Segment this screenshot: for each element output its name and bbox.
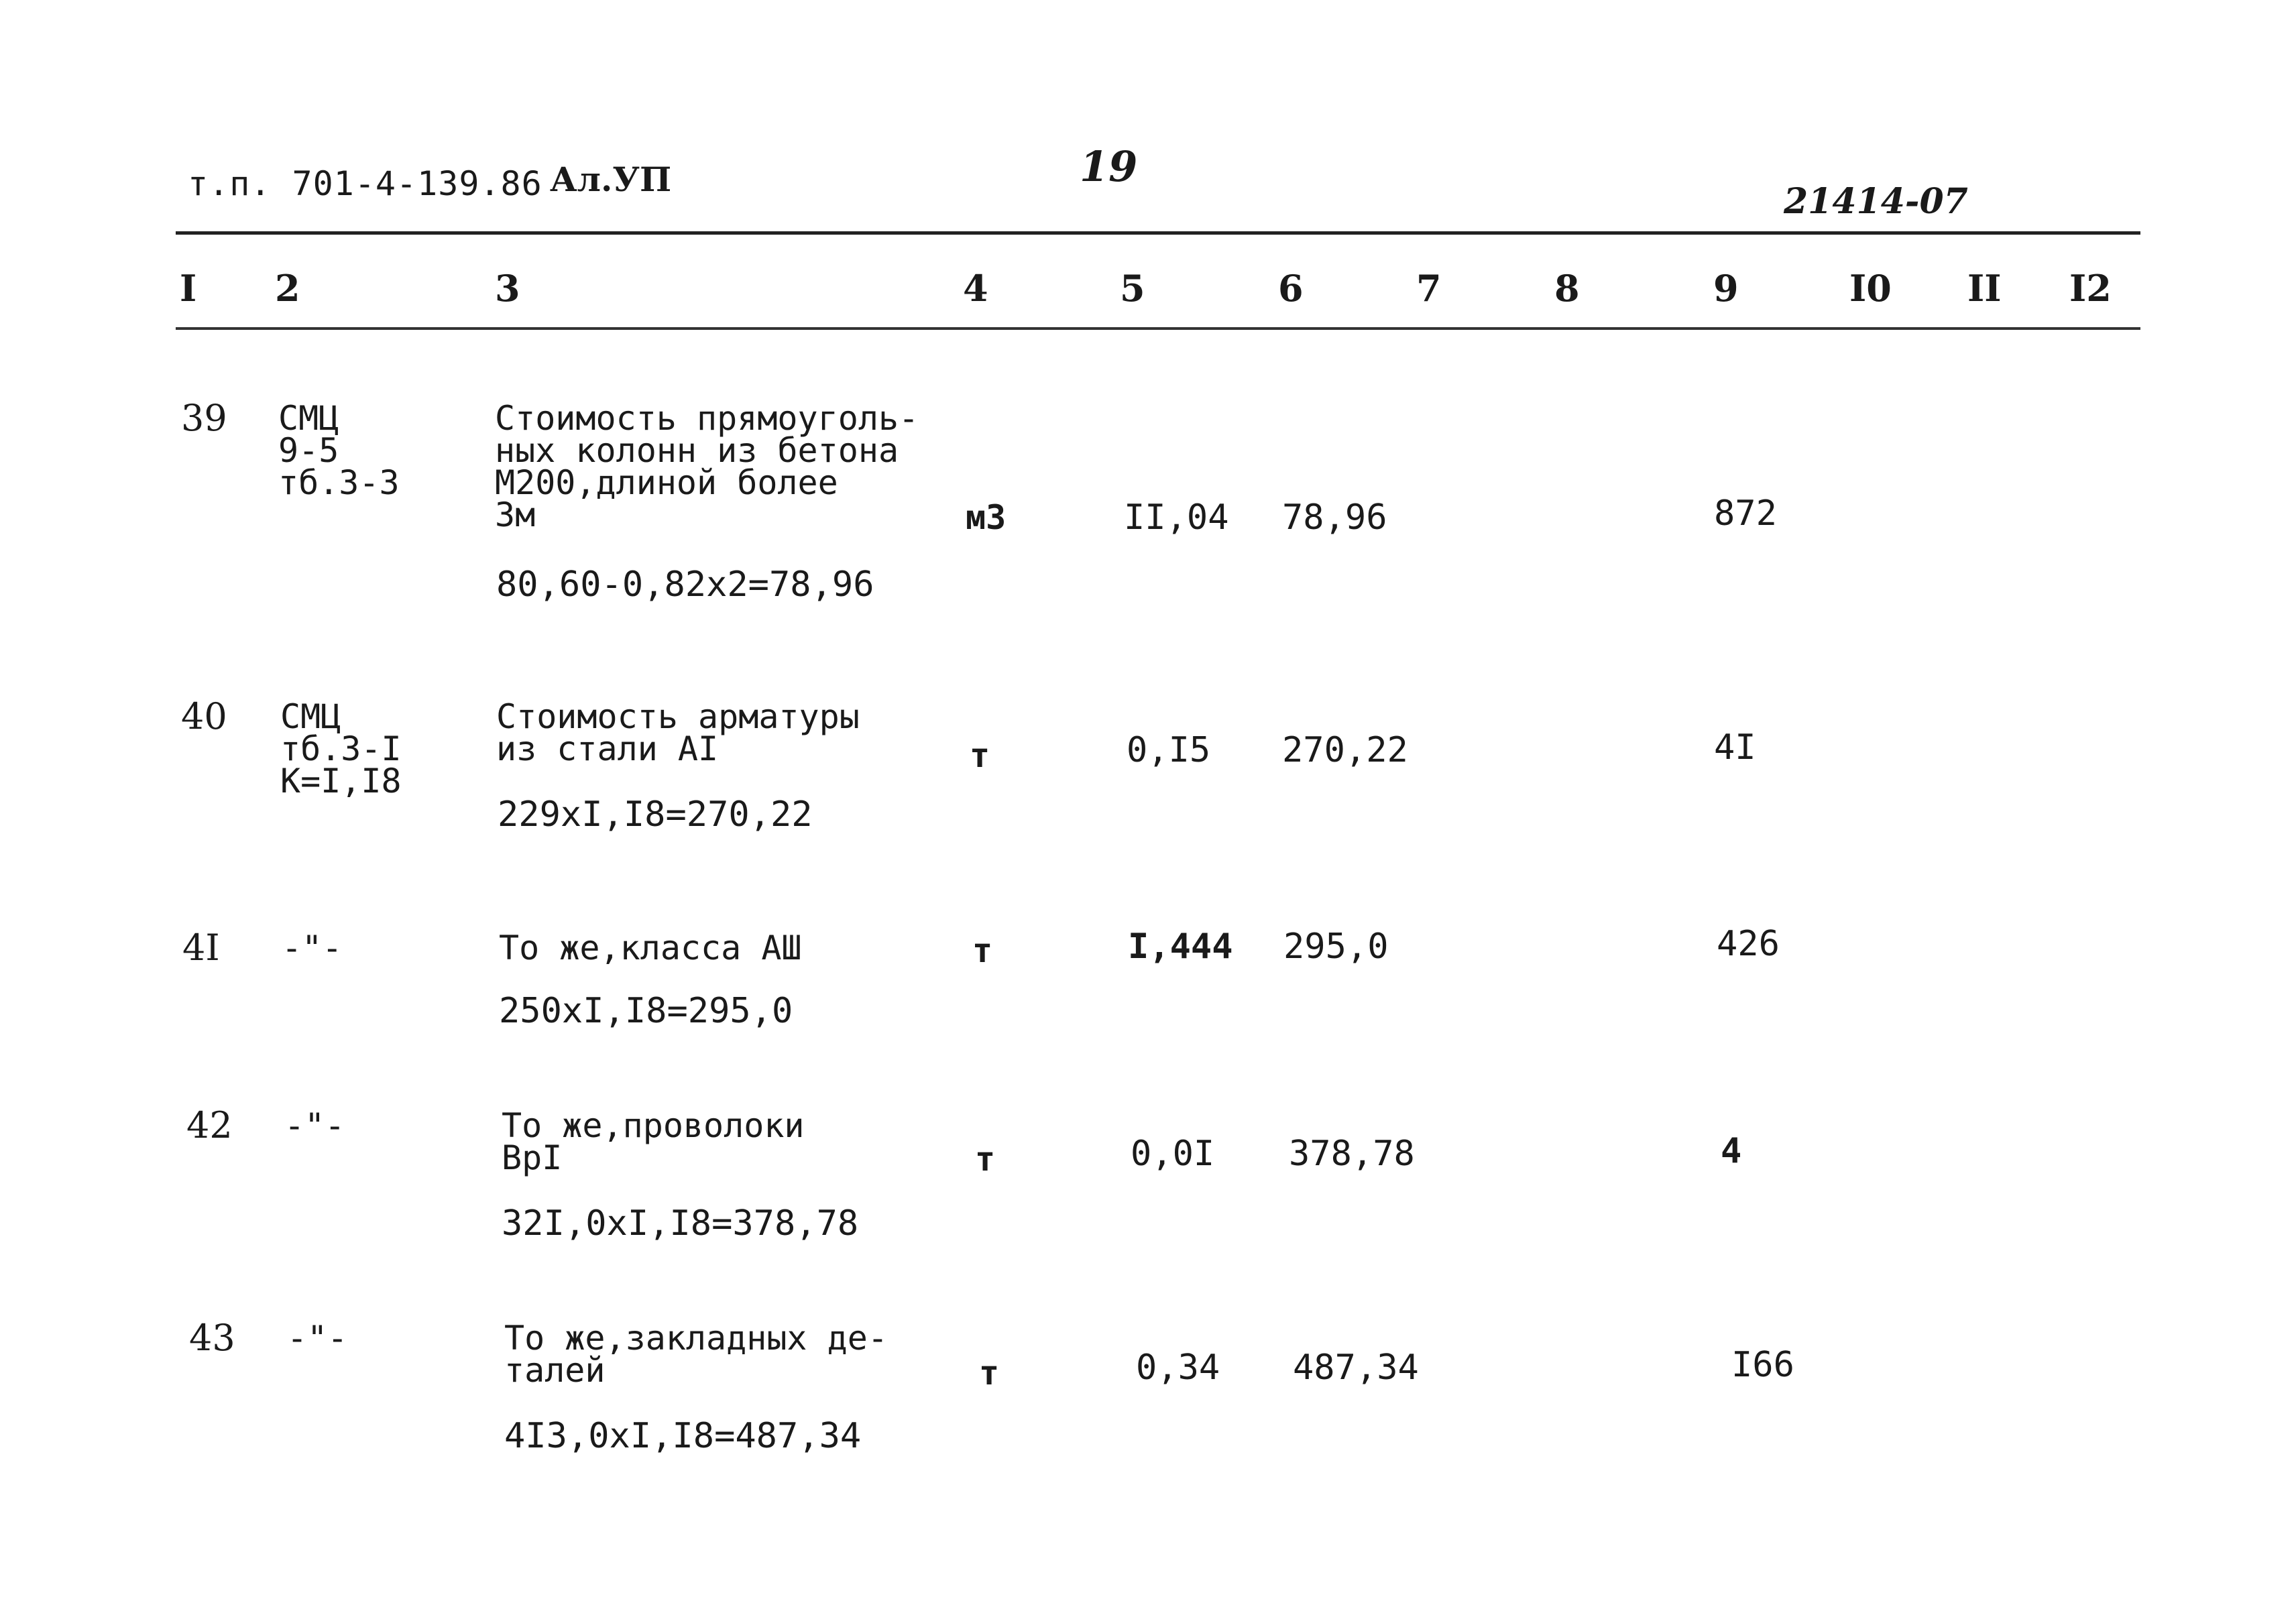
row-unit: т xyxy=(970,736,990,775)
row-calculation: 4I3,0хI,I8=487,34 xyxy=(504,1416,862,1456)
row-quantity: I,444 xyxy=(1128,927,1233,967)
reference-line: К=I,I8 xyxy=(280,762,402,800)
column-number-1: I xyxy=(180,267,197,310)
row-unit-price: 295,0 xyxy=(1283,927,1389,967)
row-unit-price: 487,34 xyxy=(1293,1348,1419,1388)
row-unit-price: 378,78 xyxy=(1289,1134,1415,1174)
row-quantity: 0,I5 xyxy=(1127,730,1211,770)
column-number-10: I0 xyxy=(1849,267,1892,310)
column-number-8: 8 xyxy=(1554,267,1580,310)
reference-line: -"- xyxy=(282,929,343,967)
row-total: 426 xyxy=(1717,924,1780,964)
row-quantity: 0,0I xyxy=(1131,1134,1215,1174)
description-line: М200,длиной более xyxy=(495,463,838,502)
description-line: То же,закладных де- xyxy=(504,1319,888,1358)
page-number: 19 xyxy=(1080,142,1138,191)
row-total: 872 xyxy=(1714,493,1777,534)
column-number-2: 2 xyxy=(275,267,300,310)
description-line: ВрI xyxy=(502,1138,563,1177)
column-number-4: 4 xyxy=(963,267,988,310)
description-line: 3м xyxy=(495,495,536,534)
row-description xyxy=(499,929,802,967)
reference-line: 9-5 xyxy=(278,431,339,470)
header-rule-top xyxy=(176,231,2140,235)
row-total: 4 xyxy=(1721,1131,1742,1171)
column-number-12: I2 xyxy=(2069,267,2112,310)
row-calculation: 80,60-0,82х2=78,96 xyxy=(496,564,874,605)
description-line: ных колонн из бетона xyxy=(495,431,899,470)
row-reference xyxy=(280,697,402,800)
row-unit: т xyxy=(979,1354,1000,1392)
row-quantity: II,04 xyxy=(1124,497,1229,538)
reference-line: СМЦ xyxy=(278,399,339,438)
row-number: 39 xyxy=(181,397,227,439)
row-quantity: 0,34 xyxy=(1136,1348,1220,1388)
column-number-6: 6 xyxy=(1278,267,1304,310)
row-unit: м3 xyxy=(966,498,1007,537)
column-number-11: II xyxy=(1967,267,2002,310)
row-unit: т xyxy=(972,931,993,970)
row-number: 4I xyxy=(182,927,220,969)
row-number: 42 xyxy=(186,1104,233,1146)
archive-number: 21414-07 xyxy=(1784,181,1968,222)
row-number: 43 xyxy=(189,1317,235,1359)
row-reference xyxy=(282,929,343,967)
row-calculation: 229хI,I8=270,22 xyxy=(498,794,813,835)
document-code: т.п. 701-4-139.86 xyxy=(188,164,542,203)
column-number-7: 7 xyxy=(1416,267,1442,310)
reference-line: тб.3-3 xyxy=(278,463,400,502)
reference-line: тб.3-I xyxy=(280,729,402,768)
reference-line: СМЦ xyxy=(280,697,341,736)
column-number-5: 5 xyxy=(1120,267,1145,310)
row-description xyxy=(502,1106,805,1177)
reference-line: -"- xyxy=(287,1319,348,1358)
row-total: I66 xyxy=(1731,1345,1794,1385)
row-description xyxy=(504,1319,888,1390)
row-reference xyxy=(284,1106,345,1145)
description-line: талей xyxy=(504,1351,606,1390)
row-description xyxy=(495,399,919,534)
description-line: Стоимость прямоуголь- xyxy=(495,399,919,438)
description-line: Стоимость арматуры xyxy=(496,697,860,736)
row-reference xyxy=(287,1319,348,1358)
description-line: из стали АI xyxy=(496,729,719,768)
row-unit: т xyxy=(975,1140,996,1179)
column-number-3: 3 xyxy=(495,267,520,310)
row-unit-price: 270,22 xyxy=(1282,730,1408,770)
description-line: То же,класса АШ xyxy=(499,929,802,967)
row-reference xyxy=(278,399,400,502)
row-unit-price: 78,96 xyxy=(1282,497,1387,538)
reference-line: -"- xyxy=(284,1106,345,1145)
row-total: 4I xyxy=(1714,727,1756,768)
row-calculation: 250хI,I8=295,0 xyxy=(499,991,793,1031)
row-number: 40 xyxy=(181,695,227,737)
album-number: Ал.УП xyxy=(550,160,672,199)
column-number-9: 9 xyxy=(1713,267,1739,310)
header-rule-bottom xyxy=(176,327,2140,330)
row-calculation: 32I,0хI,I8=378,78 xyxy=(502,1203,859,1244)
description-line: То же,проволоки xyxy=(502,1106,805,1145)
row-description xyxy=(496,697,860,768)
